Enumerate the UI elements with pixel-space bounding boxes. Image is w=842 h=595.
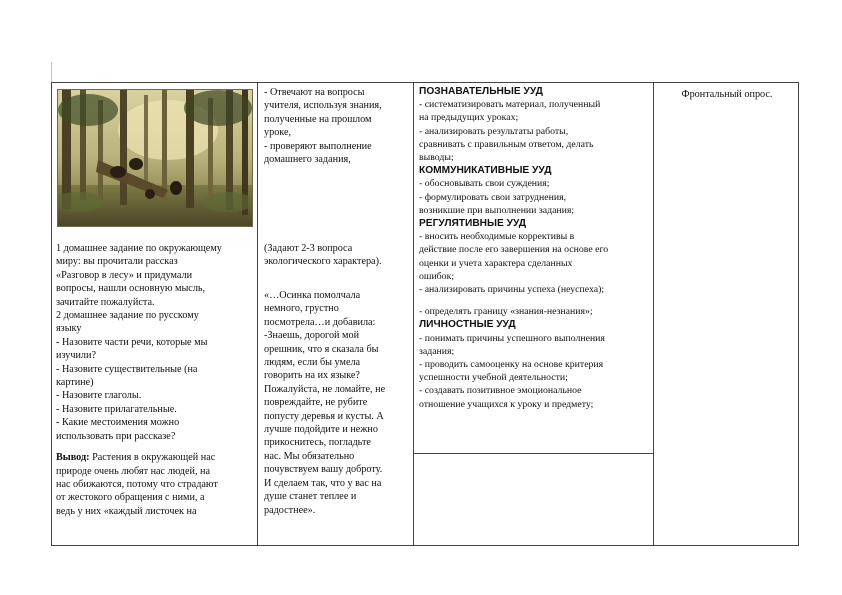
column-student-activity — [258, 83, 414, 545]
text-line: говорить на их языке? — [264, 370, 360, 382]
text-line: - проводить самооценку на основе критерия — [419, 359, 604, 371]
text-line: душе станет теплее и — [264, 491, 357, 503]
conclusion-label: Вывод: — [56, 452, 90, 464]
lesson-table — [51, 82, 799, 546]
text-line: отношение учащихся к уроку и предмету; — [419, 398, 594, 410]
text-line: сравнивать с правильным ответом, делать — [419, 138, 594, 150]
text-line: - обосновывать свои суждения; — [419, 178, 550, 190]
text-line: - создавать позитивное эмоциональное — [419, 385, 582, 397]
heading-personal: ЛИЧНОСТНЫЕ УУД — [419, 319, 516, 331]
heading-regulatory: РЕГУЛЯТИВНЫЕ УУД — [419, 218, 527, 230]
text-line: природе очень любят нас людей, на — [56, 465, 211, 477]
column-teacher-activity — [52, 83, 258, 545]
text-line: - анализировать результаты работы, — [419, 125, 569, 137]
text-line: ведь у них «каждый листочек на — [56, 505, 197, 517]
text-line: языку — [56, 323, 82, 335]
student-answers — [264, 86, 410, 166]
text-line: «Разговор в лесу» и придумали — [56, 269, 193, 281]
text-line: вопросы, нашли основную мысль, — [56, 283, 206, 295]
text-line: миру: вы прочитали рассказ — [56, 256, 178, 268]
uud-list — [419, 85, 649, 411]
text-line: на предыдущих уроках; — [419, 112, 519, 124]
text-line: полученные на прошлом — [264, 113, 372, 125]
text-line: посмотрела…и добавила: — [264, 316, 376, 328]
text-line: задания; — [419, 345, 455, 357]
text-line: людям, если бы умела — [264, 357, 361, 369]
text-line: картине) — [56, 377, 94, 389]
text-line: учителя, используя знания, — [264, 100, 382, 112]
text-line: экологического характера). — [264, 256, 382, 268]
text-line: - вносить необходимые коррективы в — [419, 231, 575, 243]
painting-image — [58, 90, 252, 226]
text-line: домашнего задания, — [264, 154, 351, 166]
text-line: -Знаешь, дорогой мой — [264, 330, 360, 342]
student-questions — [264, 242, 410, 269]
forest-bears-painting-icon — [57, 89, 253, 227]
text-line: - понимать причины успешного выполнения — [419, 332, 605, 344]
text-line: орешник, что я сказала бы — [264, 343, 379, 355]
text-line: прикоснитесь, погладьте — [264, 437, 371, 449]
text-line: - Какие местоимения можно — [56, 417, 180, 429]
text-line: - формулировать свои затруднения, — [419, 191, 567, 203]
text-line: выводы; — [419, 152, 454, 164]
text-line: оценки и учета характера сделанных — [419, 257, 573, 269]
text-line: лучше подойдите и нежно — [264, 424, 378, 436]
assessment-form: Фронтальный опрос. — [681, 89, 773, 100]
text-line: - Назовите существительные (на — [56, 363, 198, 375]
story-quote — [264, 289, 410, 517]
text-line: - систематизировать материал, полученный — [419, 99, 601, 111]
cell-divider — [414, 453, 653, 454]
column-learning-actions — [414, 83, 654, 545]
heading-communicative: КОММУНИКАТИВНЫЕ УУД — [419, 165, 552, 177]
text-line: попусту деревья и кусты. А — [264, 410, 384, 422]
text-line: нас обижаются, потому что страдают — [56, 478, 218, 490]
conclusion-line: Вывод: Растения в окружающей нас — [56, 452, 216, 464]
text-line: возникшие при выполнении задания; — [419, 204, 575, 216]
text-line: - Назовите части речи, которые мы — [56, 336, 208, 348]
text-line: радостнее». — [264, 504, 316, 516]
text-line: почувствуем вашу доброту. — [264, 464, 383, 476]
text-line: успешности учебной деятельности; — [419, 372, 568, 384]
text-line: использовать при рассказе? — [56, 430, 176, 442]
text-line: нас. Мы обязательно — [264, 450, 355, 462]
text-line: Пожалуйста, не ломайте, не — [264, 383, 386, 395]
text-line: - Назовите глаголы. — [56, 390, 142, 402]
margin-mark — [51, 62, 52, 82]
text-line: «…Осинка помолчала — [264, 290, 361, 301]
text-line: (Задают 2-3 вопроса — [264, 243, 353, 254]
text-line: изучили? — [56, 350, 96, 362]
text-line: немного, грустно — [264, 303, 339, 315]
text-line: действие после его завершения на основе его — [419, 244, 609, 256]
text-line: - анализировать причины успеха (неуспеха); — [419, 284, 605, 296]
text-line: 2 домашнее задание по русскому — [56, 310, 199, 322]
heading-cognitive: ПОЗНАВАТЕЛЬНЫЕ УУД — [419, 86, 543, 97]
column-assessment — [654, 83, 800, 545]
text-line: ошибок; — [419, 270, 455, 282]
text-line: уроке, — [264, 127, 292, 139]
text-line: - проверяют выполнение — [264, 140, 372, 152]
text-line: 1 домашнее задание по окружающему — [56, 243, 222, 254]
text-line: И сделаем так, что у вас на — [264, 477, 382, 489]
text-line: зачитайте пожалуйста. — [56, 296, 155, 308]
text-line: от жестокого обращения с ними, а — [56, 492, 205, 504]
text-line: - Назовите прилагательные. — [56, 403, 177, 415]
text-line: - определять границу «знания-незнания»; — [419, 306, 593, 318]
text-line: повреждайте, не рубите — [264, 397, 368, 409]
text-line: - Отвечают на вопросы — [264, 87, 365, 98]
homework-text — [56, 242, 253, 518]
